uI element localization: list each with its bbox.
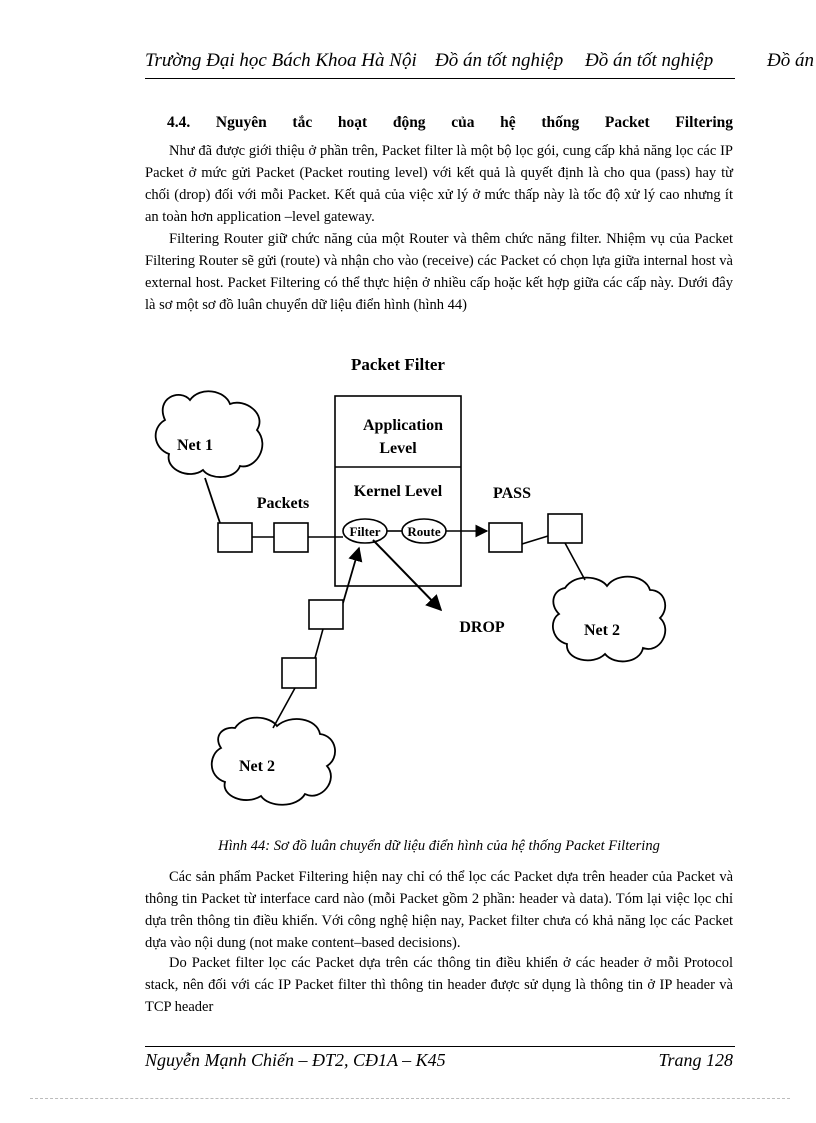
application-level-label-2: Level [379,440,417,457]
pass-packet-1 [489,523,522,552]
pass-packet-2 [548,514,582,543]
footer-page-number: Trang 128 [658,1050,733,1070]
paragraph-4: Do Packet filter lọc các Packet dựa trên các thông tin điều khiển ở các header ở mỗi Protocol stack, nên đối với các IP Packet filter thì thông tin header được sử dụng là thông tin ở IP header và TCP header [145,955,733,1015]
diagram-title: Packet Filter [351,355,445,374]
application-level-label: Application [362,417,444,434]
net2-right-cloud [553,577,665,662]
footer-author: Nguyễn Mạnh Chiến – ĐT2, CĐ1A – K45 [145,1050,446,1070]
filter-label: Filter [349,524,381,539]
paragraph-2: Filtering Router giữ chức năng của một Router và thêm chức năng filter. Nhiệm vụ của Packet Filtering Router sẽ gửi (route) và nhận cho vào (receive) các Packet có chọn lựa giữa internal host và external host. Packet Filtering có thể thực hiện ở nhiều cấp hoặc kết hợp giữa các cấp này. Dưới đây là sơ một sơ đồ luân chuyển dữ liệu điển hình (hình 44) [145,231,733,313]
header-project-1: Đồ án tốt nghiệp [435,50,564,71]
section-title-text: Nguyên tắc hoạt động của hệ thống Packet Filtering [215,114,734,131]
inbound-link-1 [315,629,323,658]
page-header [145,50,816,80]
net1-cloud [156,391,263,477]
pass-link [522,536,548,544]
footer-rule [145,1046,735,1047]
net2-bottom-label: Net 2 [239,758,275,775]
inbound-arrow [343,548,359,603]
net1-link [205,478,220,523]
drop-arrow [373,540,441,610]
net2-right-link [565,543,585,580]
header-project-2: Đồ án tốt nghiệp [585,50,714,71]
packet-box-2 [274,523,308,552]
packet-box-1 [218,523,252,552]
header-university: Trường Đại học Bách Khoa Hà Nội [145,50,417,71]
header-rule [145,78,735,79]
section-title [145,114,733,132]
figure-caption: Hình 44: Sơ đồ luân chuyển dữ liệu điển hình của hệ thống Packet Filtering [218,838,660,854]
pass-label: PASS [493,485,531,502]
packet-filter-diagram [145,318,725,823]
paragraph-3: Các sản phẩm Packet Filtering hiện nay chỉ có thể lọc các Packet dựa trên header của Packet và thông tin Packet từ interface card nào (mỗi Packet gồm 2 phần: header và data). Tóm lại việc lọc chỉ dựa trên thông tin điều khiển. Với công nghệ hiện nay, Packet filter chưa có khả năng lọc các Packet dựa vào nội dung (not make content–based decisions). [145,869,733,951]
kernel-level-label: Kernel Level [353,483,443,500]
net1-label: Net 1 [177,437,213,454]
net2-right-label: Net 2 [584,622,620,639]
route-label: Route [407,524,441,539]
page-edge [30,1098,790,1099]
drop-label: DROP [459,619,505,636]
inbound-packet-1 [309,600,343,629]
section-number: 4.4. [167,114,191,131]
packets-label: Packets [256,495,310,512]
figure-44 [145,318,725,823]
paragraph-1: Như đã được giới thiệu ở phần trên, Packet filter là một bộ lọc gói, cung cấp khả năng lọc các IP Packet ở mức gửi Packet (Packet routing level) với kết quả là quyết định là cho qua (pass) hay từ chối (drop) đối với mỗi Packet. Kết quả của việc xử lý ở mức thấp này là tốc độ xử lý cao nhưng ít an toàn hơn application –level gateway. [145,143,733,225]
header-project-3: Đồ án [767,50,814,71]
inbound-packet-2 [282,658,316,688]
